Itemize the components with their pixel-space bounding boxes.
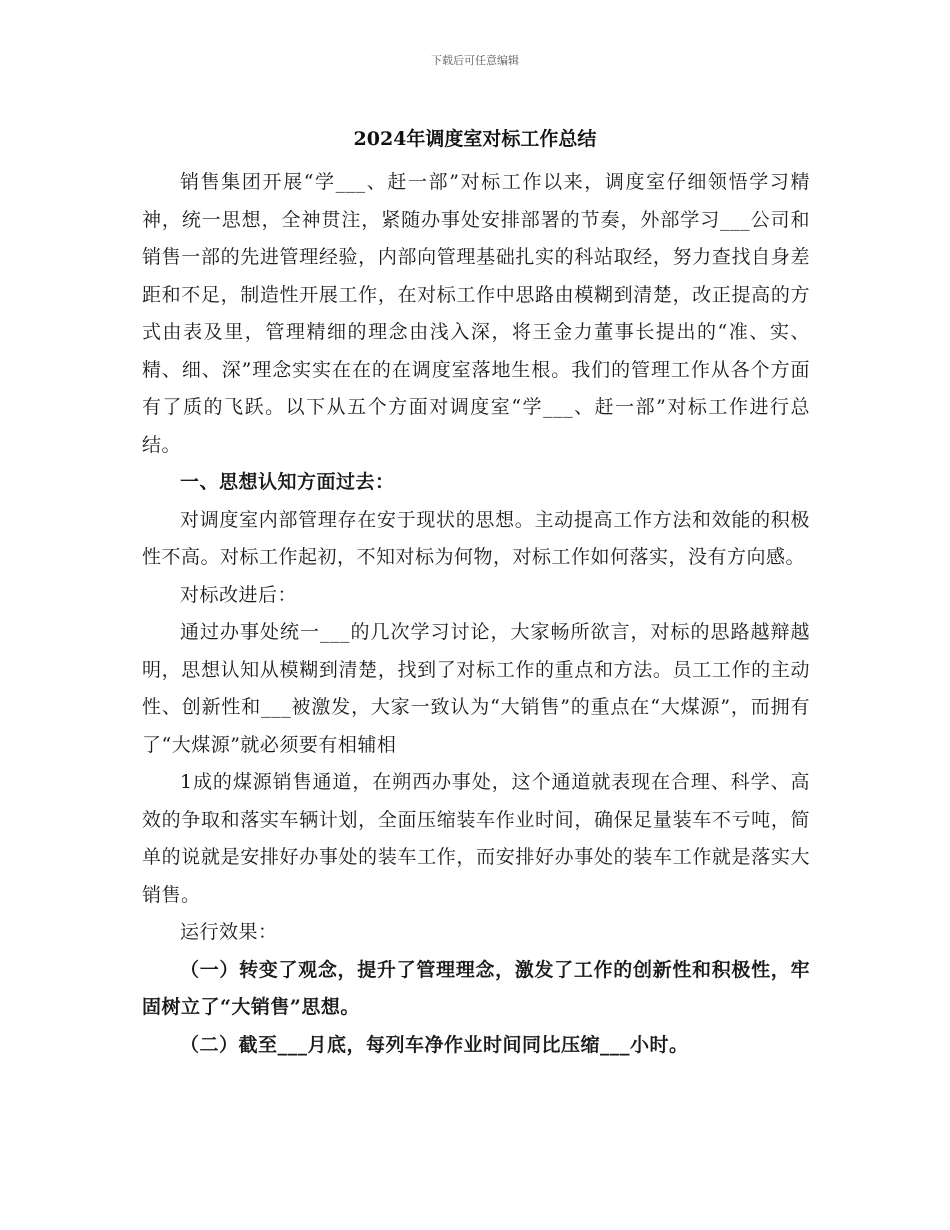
paragraph-effect-label: 运行效果：	[180, 921, 278, 943]
section-heading-1: 一、思想认知方面过去：	[180, 471, 395, 493]
effect-item-1: （一）转变了观念，提升了管理理念，激发了工作的创新性和积极性，牢固树立了“大销售”思想。	[142, 958, 810, 1018]
document-body	[142, 164, 810, 1064]
paragraph-improved-label: 对标改进后：	[180, 583, 298, 606]
paragraph-past: 对调度室内部管理存在安于现状的思想。主动提高工作方法和效能的积极性不高。对标工作起初，不知对标为何物，对标工作如何落实，没有方向感。	[142, 508, 810, 568]
effect-item-2: （二）截至___月底，每列车净作业时间同比压缩___小时。	[180, 1033, 689, 1056]
paragraph-improvement: 通过办事处统一___的几次学习讨论，大家畅所欲言，对标的思路越辩越明，思想认知从模糊到清楚，找到了对标工作的重点和方法。员工工作的主动性、创新性和___被激发，大家一致认为“大销售”的重点在“大煤源”，而拥有了“大煤源”就必须要有相辅相	[142, 621, 810, 756]
page-header: 下载后可任意编辑	[431, 54, 519, 67]
paragraph-channel: 1成的煤源销售通道，在朔西办事处，这个通道就表现在合理、科学、高效的争取和落实车辆计划，全面压缩装车作业时间，确保足量装车不亏吨，简单的说就是安排好办事处的装车工作，而安排好办事处的装车工作就是落实大销售。	[142, 771, 810, 906]
intro-paragraph: 销售集团开展“学___、赶一部”对标工作以来，调度室仔细领悟学习精神，统一思想，全神贯注，紧随办事处安排部署的节奏，外部学习___公司和销售一部的先进管理经验，内部向管理基础扎实的科站取经，努力查找自身差距和不足，制造性开展工作，在对标工作中思路由模糊到清楚，改正提高的方式由表及里，管理精细的理念由浅入深，将王金力董事长提出的“准、实、精、细、深”理念实实在在的在调度室落地生根。我们的管理工作从各个方面有了质的飞跃。以下从五个方面对调度室“学___、赶一部”对标工作进行总结。	[142, 171, 810, 456]
document-title: 2024年调度室对标工作总结	[353, 128, 597, 150]
